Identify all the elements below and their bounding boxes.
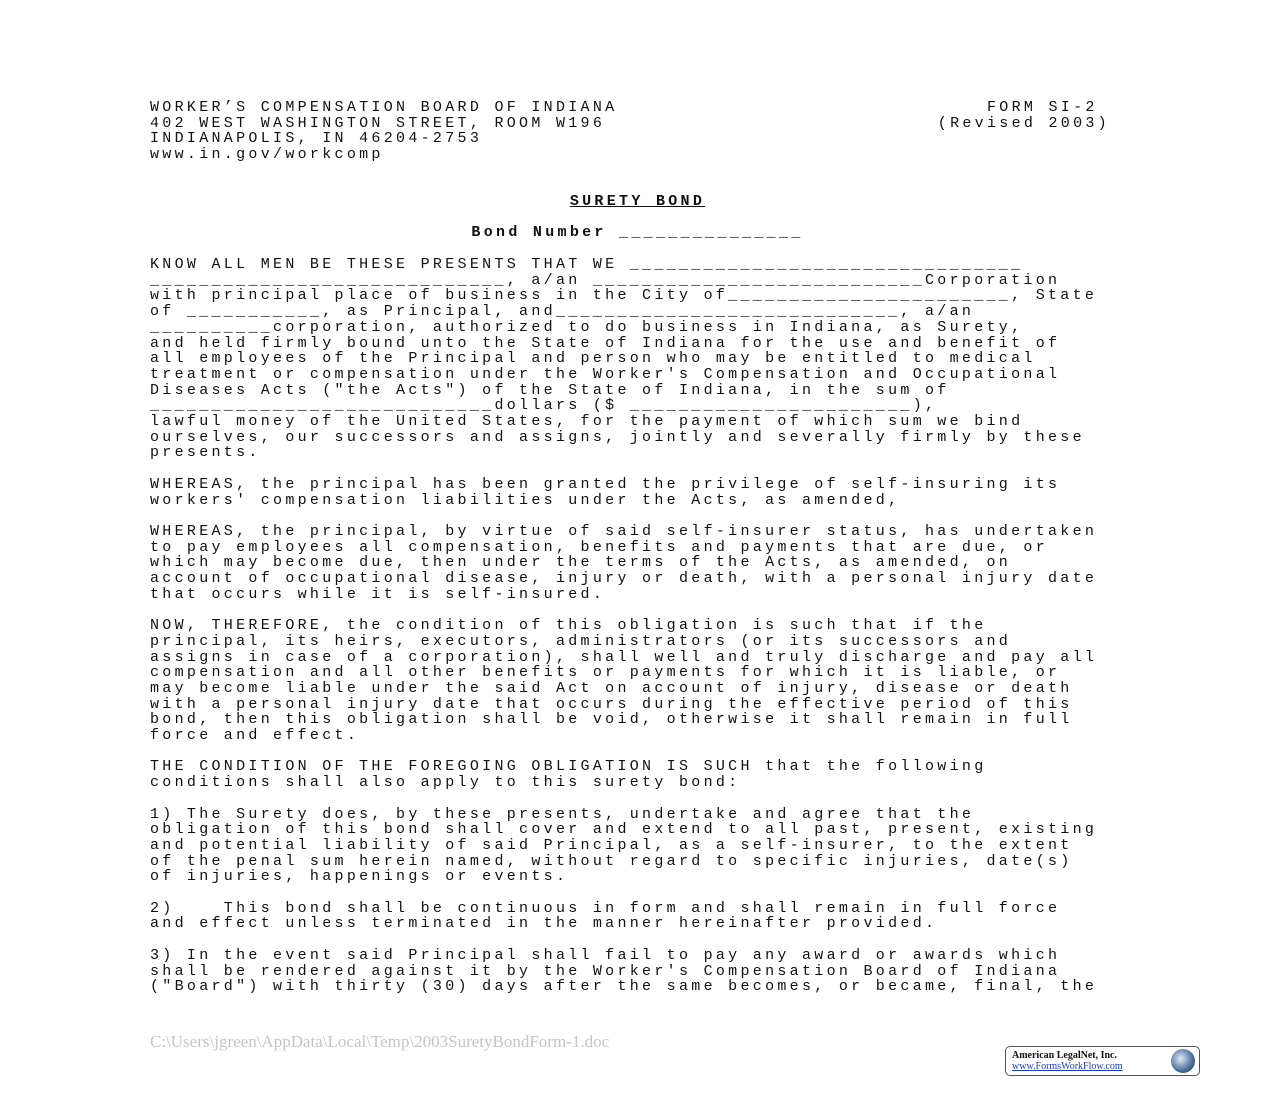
text-line: ____________________________dollars ($ _______________________), — [150, 397, 938, 415]
text-line: assigns in case of a corporation), shall well and truly discharge and pay all — [150, 648, 1098, 666]
paragraph — [150, 901, 1097, 932]
american-legalnet-logo[interactable] — [1005, 1046, 1200, 1076]
text-line: that occurs while it is self-insured. — [150, 585, 606, 603]
text-line: 2) This bond shall be continuous in form and shall remain in full force — [150, 899, 1061, 917]
header-line: INDIANAPOLIS, IN 46204-2753 — [150, 130, 483, 148]
board-address — [150, 100, 617, 163]
text-line: 3) In the event said Principal shall fail to pay any award or awards which — [150, 946, 1061, 964]
text-line: THE CONDITION OF THE FOREGOING OBLIGATION IS SUCH that the following — [150, 758, 987, 776]
text-line: shall be rendered against it by the Worker's Compensation Board of Indiana — [150, 962, 1061, 980]
paragraph — [150, 524, 1097, 603]
text-line: _____________________________, a/an ___________________________Corporation — [150, 271, 1061, 289]
text-line: conditions shall also apply to this surety bond: — [150, 774, 741, 792]
text-line: principal, its heirs, executors, administrators (or its successors and — [150, 632, 1012, 650]
text-line: compensation and all other benefits or payments for which it is liable, or — [150, 664, 1061, 682]
text-line: force and effect. — [150, 727, 360, 745]
text-line: to pay employees all compensation, benefits and payments that are due, or — [150, 538, 1049, 556]
text-line: WHEREAS, the principal has been granted the privilege of self-insuring its — [150, 475, 1061, 493]
text-line: which may become due, then under the terms of the Acts, as amended, on — [150, 554, 1012, 572]
logo-name: American LegalNet, Inc. — [1012, 1050, 1117, 1061]
globe-icon — [1171, 1049, 1195, 1073]
text-line: and effect unless terminated in the manner hereinafter provided. — [150, 915, 938, 933]
paragraph — [150, 807, 1097, 886]
header-line: www.in.gov/workcomp — [150, 146, 384, 164]
text-line: ("Board") with thirty (30) days after the same becomes, or became, final, the — [150, 978, 1098, 996]
text-line: treatment or compensation under the Worker's Compensation and Occupational — [150, 365, 1061, 383]
text-line: with a personal injury date that occurs during the effective period of this — [150, 695, 1073, 713]
text-line: ourselves, our successors and assigns, jointly and severally firmly by these — [150, 428, 1085, 446]
text-line: and held firmly bound unto the State of Indiana for the use and benefit of — [150, 334, 1061, 352]
document-title: SURETY BOND — [569, 193, 706, 210]
text-line: NOW, THEREFORE, the condition of this obligation is such that if the — [150, 617, 987, 635]
text-line: workers' compensation liabilities under the Acts, as amended, — [150, 491, 901, 509]
paragraph — [150, 618, 1097, 744]
text-line: account of occupational disease, injury or death, with a personal injury date — [150, 570, 1098, 588]
logo-link[interactable]: www.FormsWorkFlow.com — [1012, 1061, 1123, 1072]
text-line: WHEREAS, the principal, by virtue of said self-insurer status, has undertaken — [150, 522, 1098, 540]
text-line: all employees of the Principal and person who may be entitled to medical — [150, 350, 1036, 368]
paragraph — [150, 759, 1097, 790]
text-line: of the penal sum herein named, without regard to specific injuries, date(s) — [150, 852, 1073, 870]
header-line: 402 WEST WASHINGTON STREET, ROOM W196 — [150, 114, 606, 132]
text-line: KNOW ALL MEN BE THESE PRESENTS THAT WE ________________________________ — [150, 256, 1024, 273]
header-line: WORKER’S COMPENSATION BOARD OF INDIANA — [150, 99, 618, 116]
bond-number-field: Bond Number _______________ — [471, 224, 804, 241]
paragraph — [150, 257, 1097, 461]
text-line: presents. — [150, 444, 261, 462]
text-line: lawful money of the United States, for the payment of which sum we bind — [150, 413, 1024, 431]
text-line: of injuries, happenings or events. — [150, 868, 569, 886]
text-line: with principal place of business in the City of_______________________, State — [150, 287, 1098, 305]
text-line: bond, then this obligation shall be void, otherwise it shall remain in full — [150, 711, 1073, 729]
header-line: FORM SI-2 — [986, 99, 1110, 116]
paragraph — [150, 477, 1097, 508]
text-line: obligation of this bond shall cover and extend to all past, present, existing — [150, 821, 1098, 839]
text-line: __________corporation, authorized to do business in Indiana, as Surety, — [150, 318, 1024, 336]
document-body — [150, 257, 1097, 1011]
text-line: and potential liability of said Principal, as a self-insurer, to the extent — [150, 836, 1073, 854]
form-id — [938, 100, 1110, 131]
text-line: 1) The Surety does, by these presents, undertake and agree that the — [150, 805, 975, 823]
footer-file-path: C:\Users\jgreen\AppData\Local\Temp\2003SuretyBondForm-1.doc — [150, 1032, 610, 1051]
text-line: Diseases Acts ("the Acts") of the State of Indiana, in the sum of — [150, 381, 950, 399]
text-line: may become liable under the said Act on account of injury, disease or death — [150, 679, 1073, 697]
text-line: of ___________, as Principal, and____________________________, a/an — [150, 303, 975, 321]
header-line: (Revised 2003) — [937, 114, 1110, 132]
paragraph — [150, 948, 1097, 995]
